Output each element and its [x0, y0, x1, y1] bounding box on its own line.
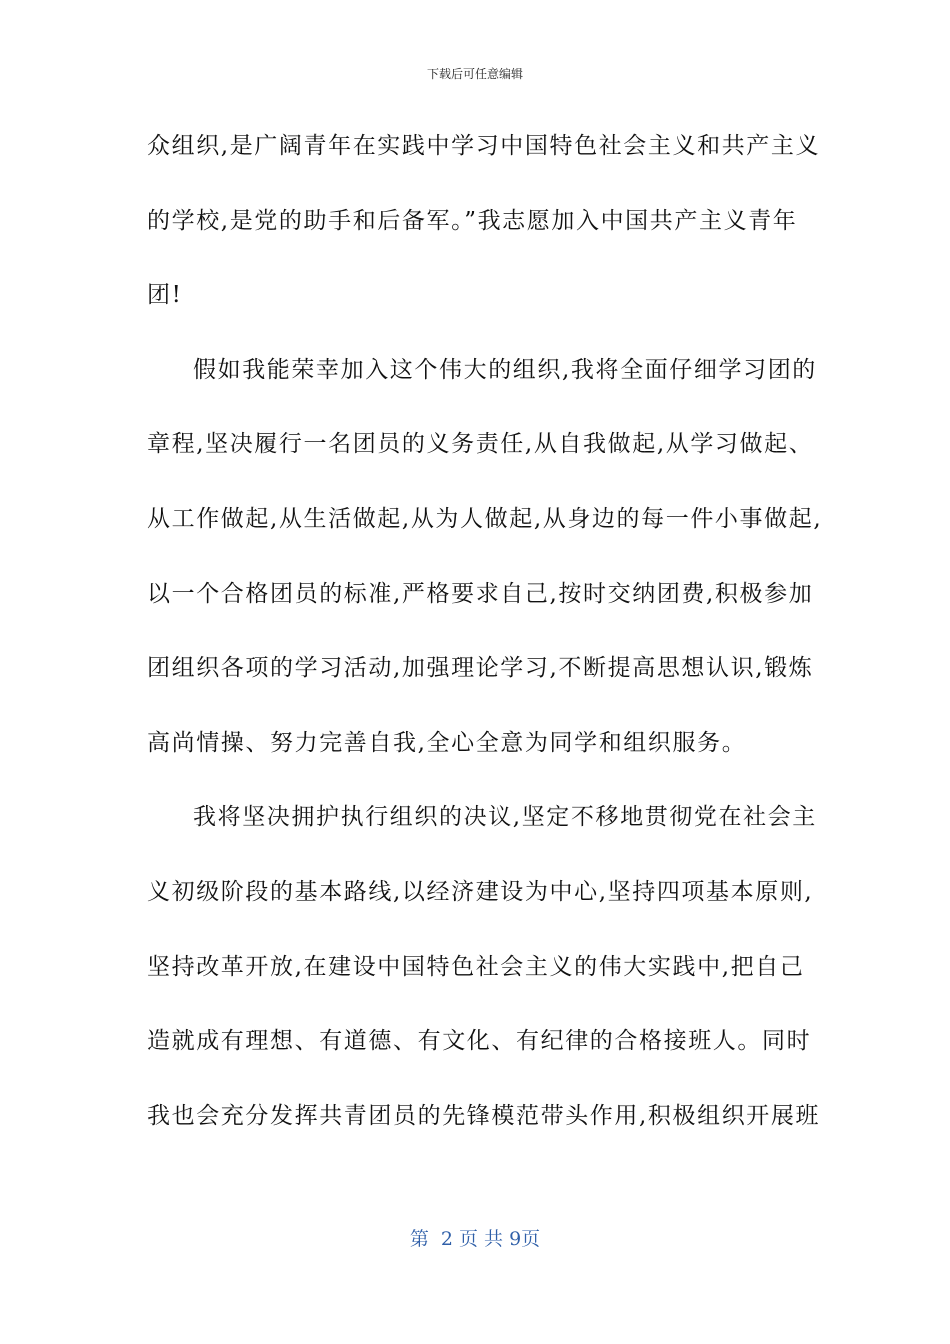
text-line: 团组织各项的学习活动,加强理论学习,不断提高思想认识,锻炼 — [147, 655, 814, 682]
page-number-footer: 第 2 页 共 9页 — [409, 1228, 541, 1250]
text-line: 高尚情操、努力完善自我,全心全意为同学和组织服务。 — [147, 729, 747, 756]
text-line: 从工作做起,从生活做起,从为人做起,从身边的每一件小事做起, — [147, 505, 823, 532]
text-line: 义初级阶段的基本路线,以经济建设为中心,坚持四项基本原则, — [147, 878, 814, 905]
text-line: 章程,坚决履行一名团员的义务责任,从自我做起,从学习做起、 — [147, 431, 814, 458]
text-line: 团! — [147, 282, 183, 309]
text-line: 造就成有理想、有道德、有文化、有纪律的合格接班人。同时 — [147, 1028, 812, 1055]
page-header: 下载后可任意编辑 — [426, 67, 523, 81]
paragraph-first-line: 我将坚决拥护执行组织的决议,坚定不移地贯彻党在社会主 — [193, 804, 817, 831]
paragraph-first-line: 假如我能荣幸加入这个伟大的组织,我将全面仔细学习团的 — [193, 356, 817, 383]
text-line: 的学校,是党的助手和后备军。”我志愿加入中国共产主义青年 — [147, 207, 798, 234]
text-line: 坚持改革开放,在建设中国特色社会主义的伟大实践中,把自己 — [147, 953, 805, 980]
text-line: 众组织,是广阔青年在实践中学习中国特色社会主义和共产主义 — [147, 133, 821, 159]
document-body — [147, 124, 823, 1168]
text-line: 以一个合格团员的标准,严格要求自己,按时交纳团费,积极参加 — [147, 580, 814, 607]
text-line: 我也会充分发挥共青团员的先锋模范带头作用,积极组织开展班 — [147, 1102, 821, 1129]
